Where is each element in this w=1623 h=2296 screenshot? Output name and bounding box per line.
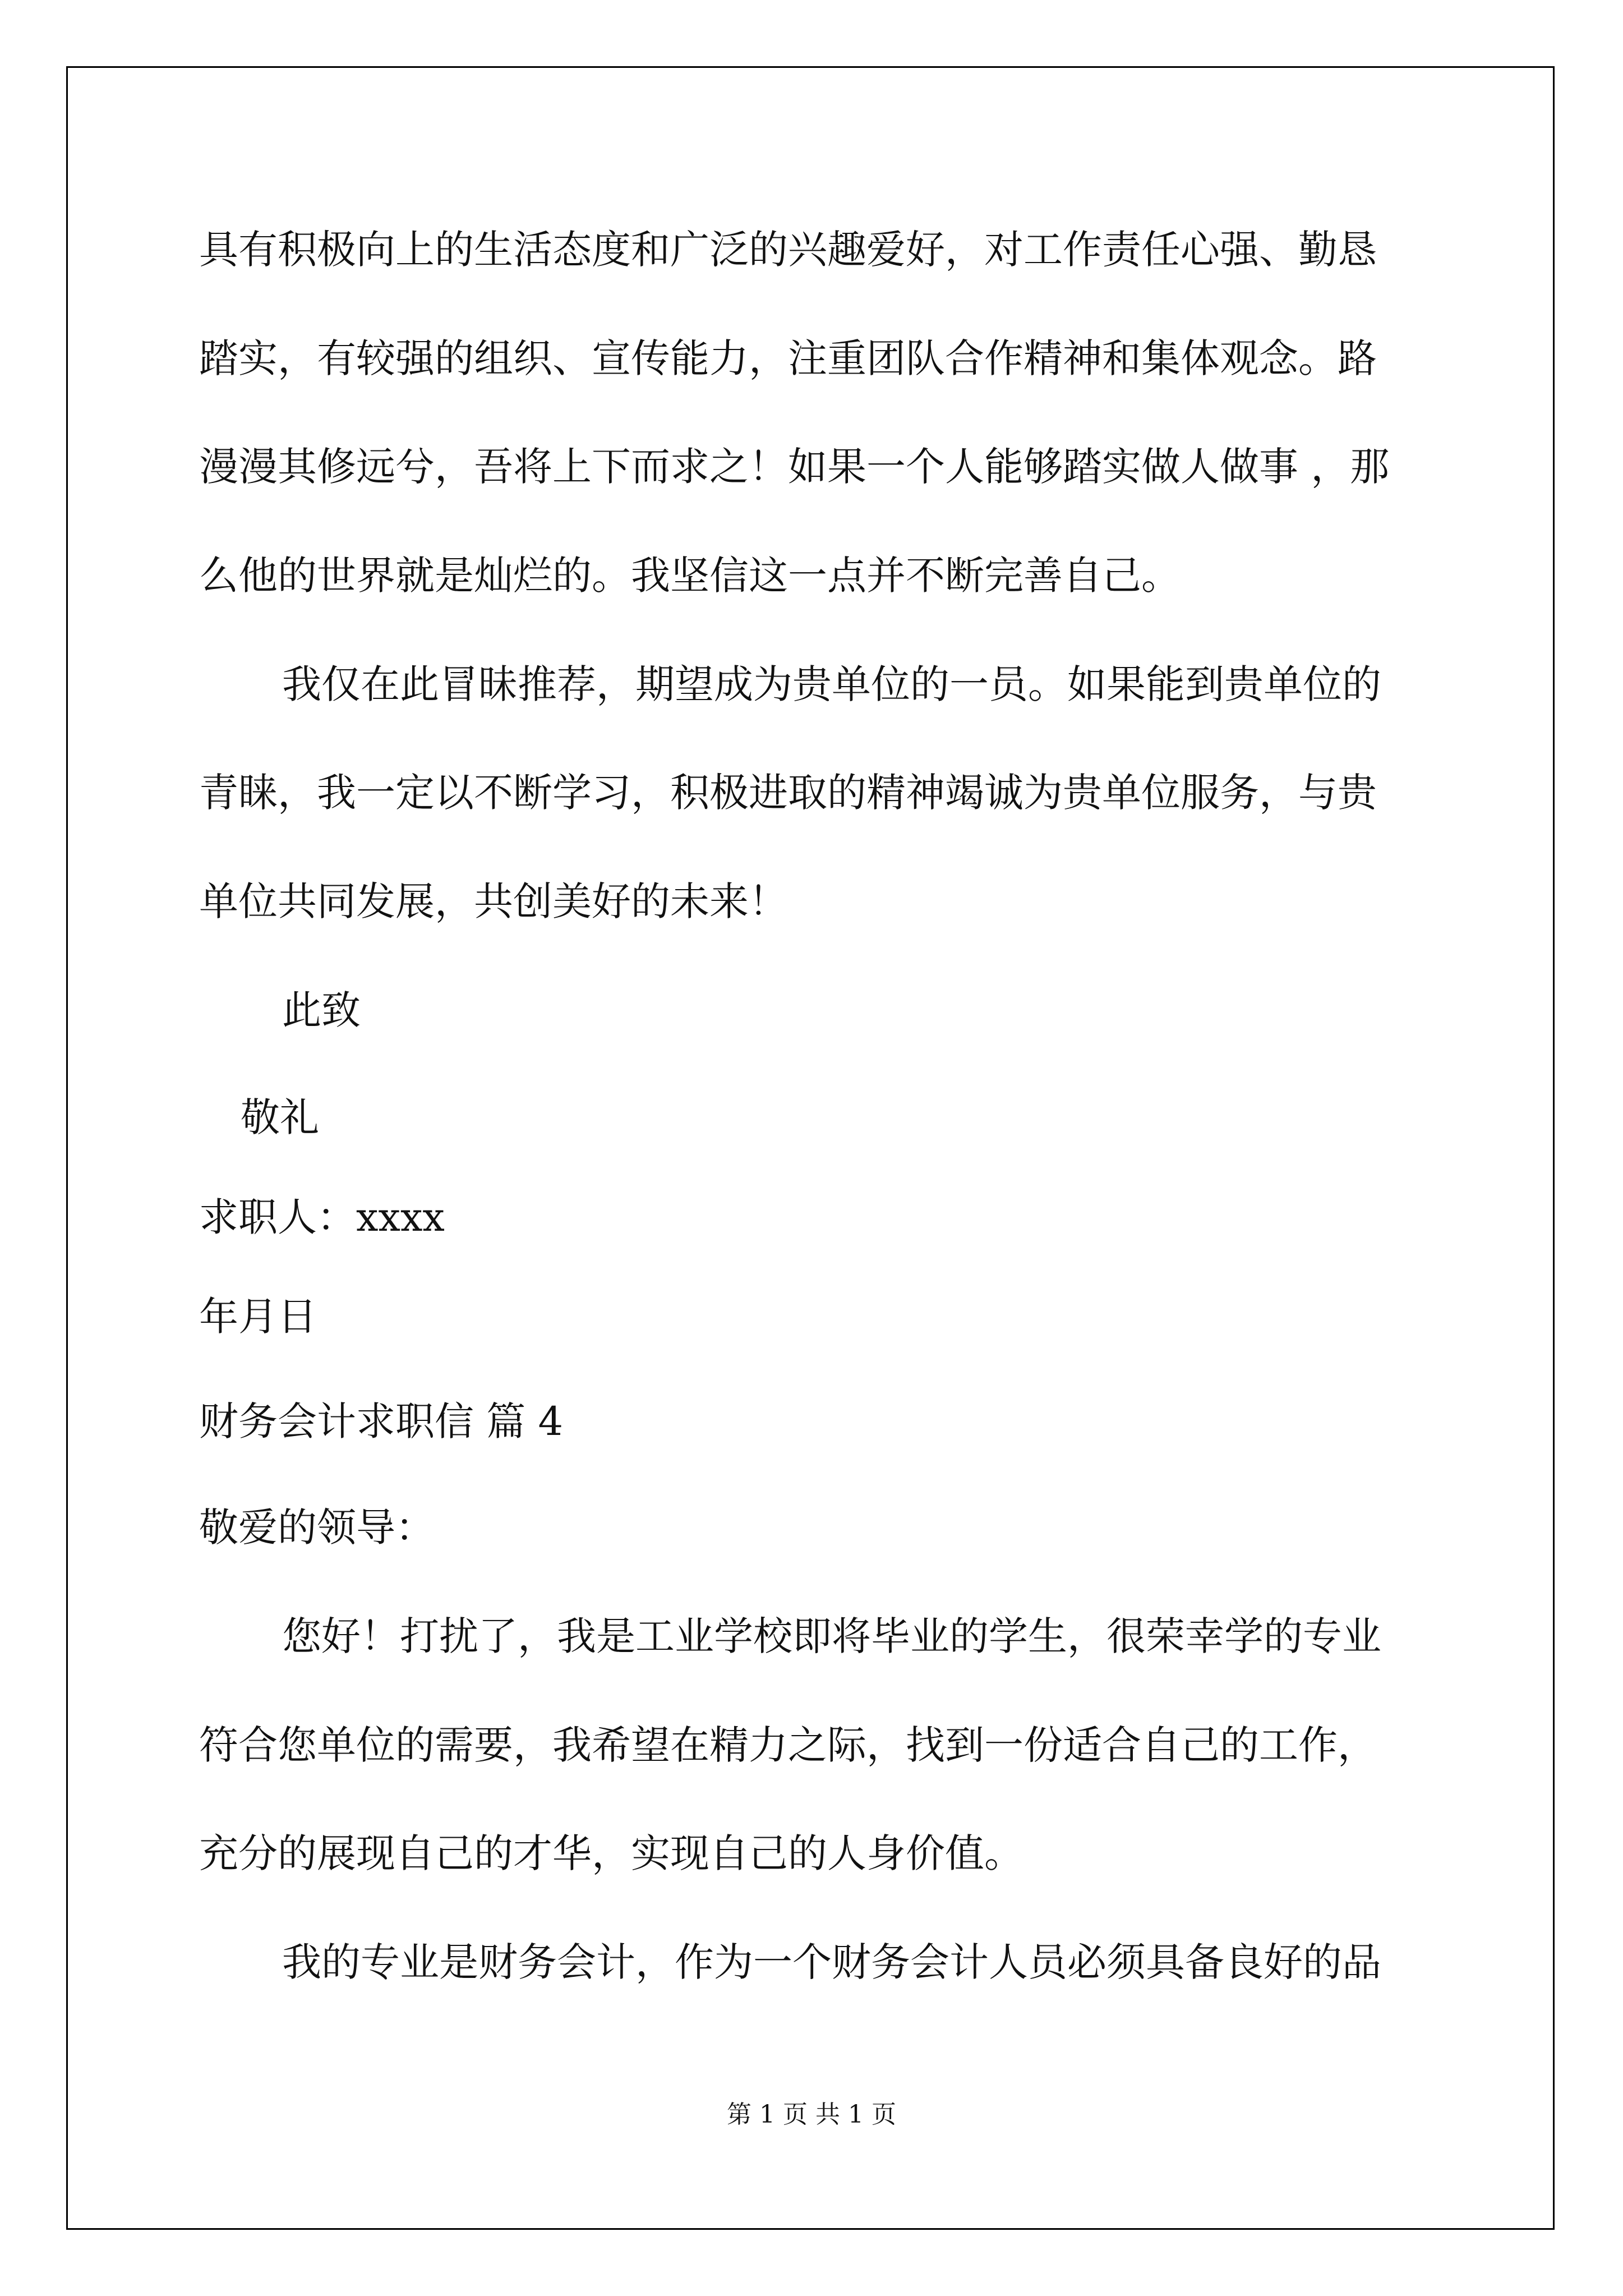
text-line: 符合您单位的需要，我希望在精力之际，找到一份适合自己的工作，	[199, 1722, 1377, 1768]
text-line: 青睐，我一定以不断学习，积极进取的精神竭诚为贵单位服务，与贵	[199, 770, 1377, 816]
greeting: 敬爱的领导：	[199, 1504, 435, 1550]
text-line: 您好！打扰了，我是工业学校即将毕业的学生，很荣幸学的专业	[282, 1613, 1381, 1659]
text-line: 我的专业是财务会计，作为一个财务会计人员必须具备良好的品	[282, 1939, 1381, 1985]
text-line: 么他的世界就是灿烂的。我坚信这一点并不断完善自己。	[199, 553, 1181, 599]
date-line: 年月日	[199, 1294, 317, 1340]
section-title: 财务会计求职信 篇 4	[199, 1398, 564, 1444]
text-line: 单位共同发展，共创美好的未来！	[199, 878, 788, 924]
page-footer: 第 1 页 共 1 页	[727, 2100, 896, 2129]
text-line: 我仅在此冒昧推荐，期望成为贵单位的一员。如果能到贵单位的	[282, 661, 1381, 707]
applicant-name: 求职人：xxxx	[199, 1194, 445, 1240]
salute: 敬礼	[241, 1094, 319, 1140]
page-border	[66, 66, 1555, 2230]
text-line: 具有积极向上的生活态度和广泛的兴趣爱好，对工作责任心强、勤恳	[199, 227, 1377, 273]
text-line: 充分的展现自己的才华，实现自己的人身价值。	[199, 1830, 1023, 1876]
text-line: 漫漫其修远兮，吾将上下而求之！如果一个人能够踏实做人做事 ，那	[199, 444, 1390, 490]
text-line: 踏实，有较强的组织、宣传能力，注重团队合作精神和集体观念。路	[199, 335, 1377, 381]
closing-phrase: 此致	[282, 987, 361, 1033]
